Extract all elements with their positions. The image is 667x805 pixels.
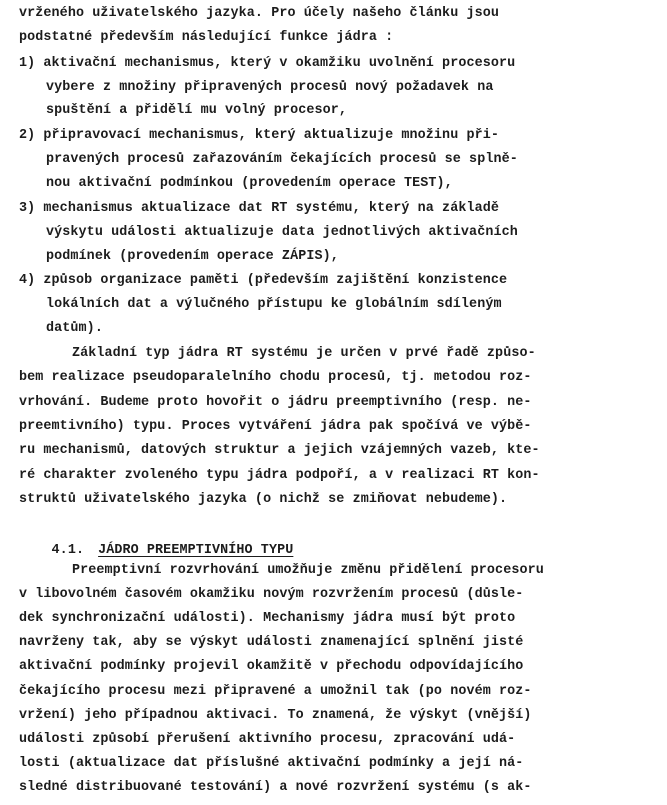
- text-line: sledné distribuované testování) a nové rozvržení systému (s ak-: [19, 780, 532, 795]
- text-line: datům).: [46, 321, 103, 336]
- text-line: losti (aktualizace dat příslušné aktivační podmínky a její ná-: [19, 756, 524, 771]
- text-line: výskytu události aktualizuje data jednotlivých aktivačních: [46, 225, 518, 240]
- list-item-2: 2) připravovací mechanismus, který aktualizuje množinu při-: [19, 128, 500, 143]
- text-line: Preemptivní rozvrhování umožňuje změnu přidělení procesoru: [72, 563, 544, 578]
- section-number: 4.1.: [51, 543, 85, 558]
- text-line: Základní typ jádra RT systému je určen v prvé řadě způso-: [72, 346, 536, 361]
- text-line: podstatné především následující funkce jádra :: [19, 30, 394, 45]
- text-line: vržení) jeho případnou aktivaci. To znamená, že výskyt (vnější): [19, 708, 532, 723]
- text-line: lokálních dat a výlučného přístupu ke globálním sdíleným: [46, 297, 502, 312]
- text-line: vrženého uživatelského jazyka. Pro účely našeho článku jsou: [19, 6, 500, 21]
- text-line: v libovolném časovém okamžiku novým rozvržením procesů (důsle-: [19, 587, 524, 602]
- text-line: ru mechanismů, datových struktur a jejich vzájemných vazeb, kte-: [19, 443, 540, 458]
- text-line: spuštění a přidělí mu volný procesor,: [46, 103, 348, 118]
- section-title: JÁDRO PREEMPTIVNÍHO TYPU: [98, 543, 294, 558]
- text-line: pravených procesů zařazováním čekajících procesů se splně-: [46, 152, 518, 167]
- list-item-4: 4) způsob organizace paměti (především zajištění konzistence: [19, 273, 508, 288]
- list-item-1: 1) aktivační mechanismus, který v okamžiku uvolnění procesoru: [19, 56, 516, 71]
- text-line: struktů uživatelského jazyka (o nichž se zmiňovat nebudeme).: [19, 492, 508, 507]
- text-line: aktivační podmínky projevil okamžitě v přechodu odpovídajícího: [19, 659, 524, 674]
- text-line: preemtivního) typu. Proces vytváření jádra pak spočívá ve výbě-: [19, 419, 532, 434]
- text-line: dek synchronizační události). Mechanismy jádra musí být proto: [19, 611, 516, 626]
- text-line: události způsobí přerušení aktivního procesu, zpracování udá-: [19, 732, 516, 747]
- text-line: podmínek (provedením operace ZÁPIS),: [46, 249, 339, 264]
- text-line: bem realizace pseudoparalelního chodu procesů, tj. metodou roz-: [19, 370, 532, 385]
- text-line: navrženy tak, aby se výskyt události znamenající splnění jisté: [19, 635, 524, 650]
- text-line: čekajícího procesu mezi připravené a umožnil tak (po novém roz-: [19, 684, 532, 699]
- text-line: ré charakter zvoleného typu jádra podpoří, a v realizaci RT kon-: [19, 468, 540, 483]
- text-line: nou aktivační podmínkou (provedením operace TEST),: [46, 176, 453, 191]
- list-item-3: 3) mechanismus aktualizace dat RT systému, který na základě: [19, 201, 500, 216]
- text-line: vrhování. Budeme proto hovořit o jádru preemptivního (resp. ne-: [19, 395, 532, 410]
- text-line: vybere z množiny připravených procesů nový požadavek na: [46, 80, 494, 95]
